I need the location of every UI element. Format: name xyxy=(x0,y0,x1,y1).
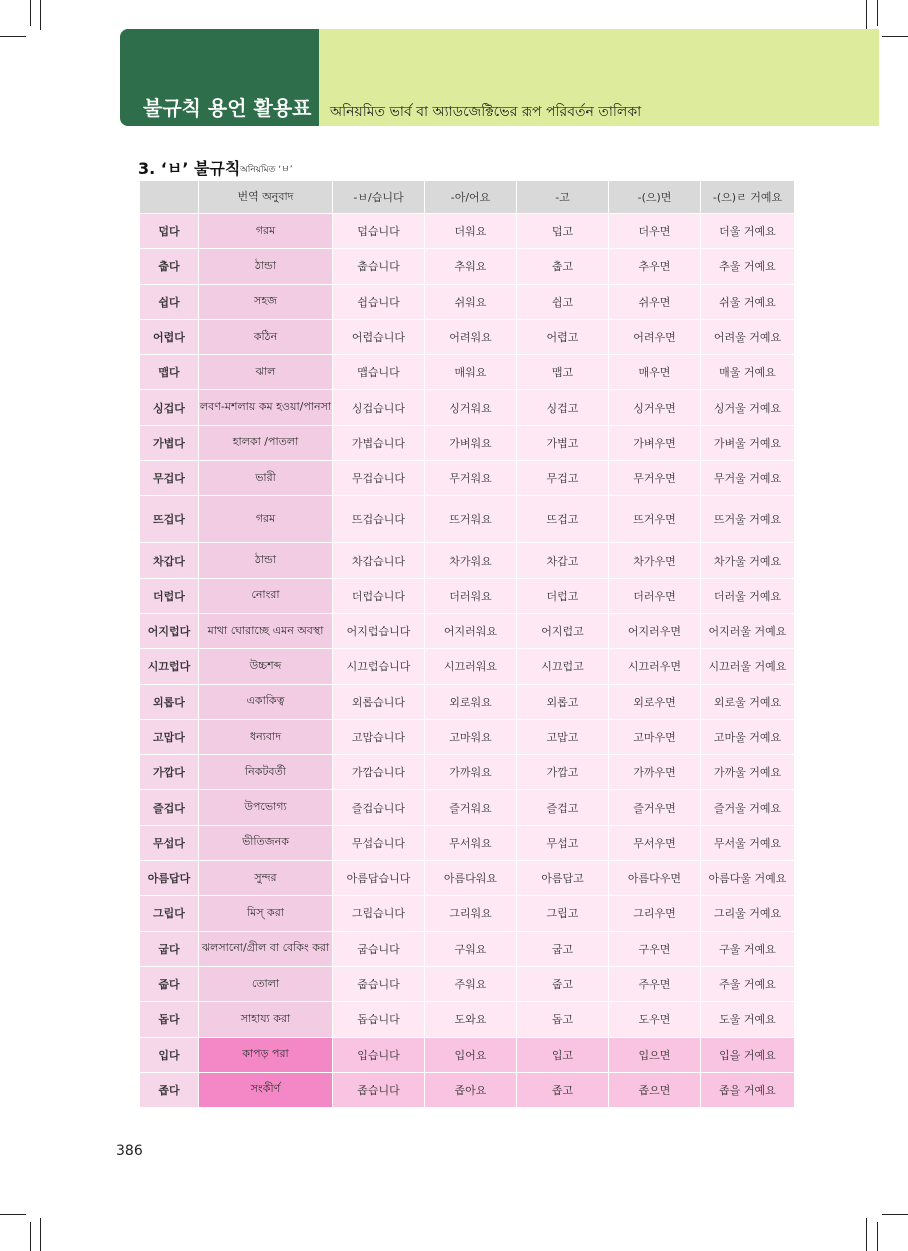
crop-mark xyxy=(40,0,41,30)
verb-cell: 고맙다 xyxy=(140,719,199,754)
table-row xyxy=(140,861,795,896)
crop-mark xyxy=(877,1222,878,1251)
conjugation-cell: 그리워요 xyxy=(425,896,517,931)
table-header-row xyxy=(140,181,795,214)
meaning-cell: ভারী xyxy=(199,461,333,496)
conjugation-cell: 춥습니다 xyxy=(333,249,425,284)
table-body xyxy=(140,214,795,1108)
conjugation-cell: 어지러울 거예요 xyxy=(701,613,795,648)
conjugation-cell: 매울 거예요 xyxy=(701,355,795,390)
conjugation-cell: 외롭습니다 xyxy=(333,684,425,719)
table-row xyxy=(140,578,795,613)
conjugation-cell: 무겁습니다 xyxy=(333,461,425,496)
conjugation-cell: 무서우면 xyxy=(609,825,701,860)
section-subtitle: অনিয়মিত ‘ㅂ’ xyxy=(240,165,293,175)
conjugation-cell: 어려워요 xyxy=(425,319,517,354)
column-header: -고 xyxy=(517,181,609,214)
table-row xyxy=(140,249,795,284)
verb-cell: 가볍다 xyxy=(140,425,199,460)
verb-cell: 쉽다 xyxy=(140,284,199,319)
column-header xyxy=(140,181,199,214)
conjugation-cell: 무겁고 xyxy=(517,461,609,496)
conjugation-cell: 가까우면 xyxy=(609,755,701,790)
verb-cell: 어지럽다 xyxy=(140,613,199,648)
conjugation-cell: 가까울 거예요 xyxy=(701,755,795,790)
conjugation-cell: 무서울 거예요 xyxy=(701,825,795,860)
meaning-cell: নিকটবর্তী xyxy=(199,755,333,790)
conjugation-cell: 어렵습니다 xyxy=(333,319,425,354)
conjugation-cell: 맵고 xyxy=(517,355,609,390)
verb-cell: 즐겁다 xyxy=(140,790,199,825)
verb-cell: 싱겁다 xyxy=(140,390,199,425)
meaning-cell: ধন্যবাদ xyxy=(199,719,333,754)
conjugation-cell: 가깝고 xyxy=(517,755,609,790)
table-row xyxy=(140,719,795,754)
conjugation-cell: 주울 거예요 xyxy=(701,966,795,1001)
meaning-cell: সুন্দর xyxy=(199,861,333,896)
meaning-cell: ঝলসানো/গ্রীল বা বেকিং করা xyxy=(199,931,333,966)
conjugation-cell: 쉽습니다 xyxy=(333,284,425,319)
table-row xyxy=(140,461,795,496)
conjugation-cell: 입습니다 xyxy=(333,1037,425,1072)
conjugation-cell: 줍고 xyxy=(517,966,609,1001)
conjugation-cell: 외롭고 xyxy=(517,684,609,719)
conjugation-cell: 가볍고 xyxy=(517,425,609,460)
column-header: -ㅂ/습니다 xyxy=(333,181,425,214)
conjugation-cell: 줍습니다 xyxy=(333,966,425,1001)
table-row xyxy=(140,1072,795,1107)
crop-mark xyxy=(30,1222,31,1251)
conjugation-cell: 가벼워요 xyxy=(425,425,517,460)
conjugation-cell: 시끄럽고 xyxy=(517,649,609,684)
table-row xyxy=(140,825,795,860)
table-row xyxy=(140,1037,795,1072)
crop-mark xyxy=(30,0,31,26)
conjugation-cell: 좁을 거예요 xyxy=(701,1072,795,1107)
conjugation-cell: 구우면 xyxy=(609,931,701,966)
verb-cell: 춥다 xyxy=(140,249,199,284)
conjugation-cell: 도와요 xyxy=(425,1002,517,1037)
conjugation-cell: 좁으면 xyxy=(609,1072,701,1107)
conjugation-cell: 뜨겁고 xyxy=(517,496,609,543)
conjugation-cell: 더울 거예요 xyxy=(701,214,795,249)
verb-cell: 가깝다 xyxy=(140,755,199,790)
conjugation-table xyxy=(139,180,795,1108)
conjugation-cell: 그립고 xyxy=(517,896,609,931)
conjugation-cell: 쉬우면 xyxy=(609,284,701,319)
conjugation-cell: 아름다우면 xyxy=(609,861,701,896)
verb-cell: 뜨겁다 xyxy=(140,496,199,543)
page-number: 386 xyxy=(116,1143,143,1159)
conjugation-cell: 고마워요 xyxy=(425,719,517,754)
table-row xyxy=(140,790,795,825)
conjugation-cell: 어렵고 xyxy=(517,319,609,354)
table-row xyxy=(140,1002,795,1037)
table-row xyxy=(140,284,795,319)
conjugation-cell: 무거울 거예요 xyxy=(701,461,795,496)
section-title: 3. ‘ㅂ’ 불규칙 xyxy=(138,159,241,178)
conjugation-cell: 가까워요 xyxy=(425,755,517,790)
table-row xyxy=(140,496,795,543)
conjugation-cell: 더럽고 xyxy=(517,578,609,613)
crop-mark xyxy=(877,0,878,26)
conjugation-cell: 그립습니다 xyxy=(333,896,425,931)
conjugation-cell: 입을 거예요 xyxy=(701,1037,795,1072)
conjugation-cell: 외로우면 xyxy=(609,684,701,719)
verb-cell: 어렵다 xyxy=(140,319,199,354)
meaning-cell: ভীতিজনক xyxy=(199,825,333,860)
conjugation-cell: 무거우면 xyxy=(609,461,701,496)
conjugation-cell: 즐거워요 xyxy=(425,790,517,825)
conjugation-cell: 도우면 xyxy=(609,1002,701,1037)
verb-cell: 차갑다 xyxy=(140,543,199,578)
conjugation-cell: 시끄러우면 xyxy=(609,649,701,684)
column-header: -(으)면 xyxy=(609,181,701,214)
conjugation-cell: 싱거우면 xyxy=(609,390,701,425)
verb-cell: 입다 xyxy=(140,1037,199,1072)
conjugation-cell: 아름답습니다 xyxy=(333,861,425,896)
conjugation-cell: 무섭습니다 xyxy=(333,825,425,860)
conjugation-cell: 고마우면 xyxy=(609,719,701,754)
conjugation-cell: 차갑고 xyxy=(517,543,609,578)
conjugation-cell: 뜨거워요 xyxy=(425,496,517,543)
conjugation-cell: 좁습니다 xyxy=(333,1072,425,1107)
verb-cell: 무겁다 xyxy=(140,461,199,496)
conjugation-cell: 춥고 xyxy=(517,249,609,284)
conjugation-cell: 더러워요 xyxy=(425,578,517,613)
conjugation-cell: 뜨겁습니다 xyxy=(333,496,425,543)
conjugation-cell: 추우면 xyxy=(609,249,701,284)
meaning-cell: ঠান্ডা xyxy=(199,249,333,284)
verb-cell: 아름답다 xyxy=(140,861,199,896)
conjugation-cell: 입어요 xyxy=(425,1037,517,1072)
conjugation-cell: 즐겁고 xyxy=(517,790,609,825)
conjugation-cell: 더럽습니다 xyxy=(333,578,425,613)
meaning-cell: উপভোগ্য xyxy=(199,790,333,825)
conjugation-cell: 시끄러워요 xyxy=(425,649,517,684)
conjugation-cell: 무거워요 xyxy=(425,461,517,496)
crop-mark xyxy=(882,36,908,37)
table-row xyxy=(140,755,795,790)
table-row xyxy=(140,966,795,1001)
meaning-cell: সাহায্য করা xyxy=(199,1002,333,1037)
verb-cell: 그립다 xyxy=(140,896,199,931)
crop-mark xyxy=(0,1214,26,1215)
conjugation-cell: 고마울 거예요 xyxy=(701,719,795,754)
crop-mark xyxy=(40,1218,41,1251)
conjugation-cell: 차가워요 xyxy=(425,543,517,578)
conjugation-cell: 쉽고 xyxy=(517,284,609,319)
table-row xyxy=(140,613,795,648)
conjugation-cell: 그리우면 xyxy=(609,896,701,931)
conjugation-cell: 도울 거예요 xyxy=(701,1002,795,1037)
conjugation-cell: 덥고 xyxy=(517,214,609,249)
table-row xyxy=(140,543,795,578)
table-row xyxy=(140,649,795,684)
table-row xyxy=(140,355,795,390)
conjugation-cell: 외로울 거예요 xyxy=(701,684,795,719)
meaning-cell: হালকা /পাতলা xyxy=(199,425,333,460)
conjugation-cell: 추워요 xyxy=(425,249,517,284)
conjugation-cell: 아름다워요 xyxy=(425,861,517,896)
conjugation-cell: 아름다울 거예요 xyxy=(701,861,795,896)
conjugation-cell: 고맙고 xyxy=(517,719,609,754)
conjugation-cell: 주워요 xyxy=(425,966,517,1001)
crop-mark xyxy=(0,36,26,37)
meaning-cell: নোংরা xyxy=(199,578,333,613)
conjugation-cell: 어려울 거예요 xyxy=(701,319,795,354)
conjugation-cell: 굽고 xyxy=(517,931,609,966)
meaning-cell: ঠান্ডা xyxy=(199,543,333,578)
conjugation-cell: 더러우면 xyxy=(609,578,701,613)
verb-cell: 굽다 xyxy=(140,931,199,966)
page-subtitle: অনিয়মিত ভার্ব বা অ্যাডজেক্টিভের রূপ পরিবর্তন তালিকা xyxy=(330,104,642,120)
conjugation-cell: 추울 거예요 xyxy=(701,249,795,284)
crop-mark xyxy=(882,1214,908,1215)
meaning-cell: একাকিত্ব xyxy=(199,684,333,719)
meaning-cell: মিস্ করা xyxy=(199,896,333,931)
table-row xyxy=(140,425,795,460)
page-title: 불규칙 용언 활용표 xyxy=(143,96,312,120)
meaning-cell: উচ্চশব্দ xyxy=(199,649,333,684)
column-header: -(으)ㄹ 거예요 xyxy=(701,181,795,214)
conjugation-cell: 굽습니다 xyxy=(333,931,425,966)
conjugation-cell: 즐겁습니다 xyxy=(333,790,425,825)
table-row xyxy=(140,319,795,354)
conjugation-cell: 어지럽습니다 xyxy=(333,613,425,648)
conjugation-cell: 덥습니다 xyxy=(333,214,425,249)
table-row xyxy=(140,214,795,249)
verb-cell: 무섭다 xyxy=(140,825,199,860)
meaning-cell: সহজ xyxy=(199,284,333,319)
verb-cell: 더럽다 xyxy=(140,578,199,613)
conjugation-cell: 가볍습니다 xyxy=(333,425,425,460)
conjugation-cell: 더러울 거예요 xyxy=(701,578,795,613)
conjugation-cell: 돕고 xyxy=(517,1002,609,1037)
conjugation-cell: 구워요 xyxy=(425,931,517,966)
conjugation-cell: 매워요 xyxy=(425,355,517,390)
conjugation-cell: 싱겁고 xyxy=(517,390,609,425)
conjugation-cell: 돕습니다 xyxy=(333,1002,425,1037)
crop-mark xyxy=(866,0,867,30)
conjugation-cell: 싱겁습니다 xyxy=(333,390,425,425)
conjugation-cell: 무서워요 xyxy=(425,825,517,860)
conjugation-cell: 뜨거울 거예요 xyxy=(701,496,795,543)
verb-cell: 좁다 xyxy=(140,1072,199,1107)
conjugation-cell: 아름답고 xyxy=(517,861,609,896)
conjugation-cell: 외로워요 xyxy=(425,684,517,719)
conjugation-cell: 좁고 xyxy=(517,1072,609,1107)
meaning-cell: কাপড় পরা xyxy=(199,1037,333,1072)
conjugation-cell: 어지러우면 xyxy=(609,613,701,648)
verb-cell: 맵다 xyxy=(140,355,199,390)
conjugation-cell: 구울 거예요 xyxy=(701,931,795,966)
conjugation-cell: 입고 xyxy=(517,1037,609,1072)
conjugation-cell: 차가우면 xyxy=(609,543,701,578)
conjugation-cell: 시끄러울 거예요 xyxy=(701,649,795,684)
conjugation-cell: 어지럽고 xyxy=(517,613,609,648)
meaning-cell: মাথা ঘোরাচ্ছে এমন অবস্থা xyxy=(199,613,333,648)
conjugation-cell: 맵습니다 xyxy=(333,355,425,390)
column-header: -아/어요 xyxy=(425,181,517,214)
conjugation-cell: 그리울 거예요 xyxy=(701,896,795,931)
meaning-cell: গরম xyxy=(199,214,333,249)
conjugation-cell: 즐거울 거예요 xyxy=(701,790,795,825)
verb-cell: 돕다 xyxy=(140,1002,199,1037)
conjugation-cell: 어려우면 xyxy=(609,319,701,354)
conjugation-cell: 즐거우면 xyxy=(609,790,701,825)
conjugation-cell: 차가울 거예요 xyxy=(701,543,795,578)
conjugation-cell: 시끄럽습니다 xyxy=(333,649,425,684)
conjugation-cell: 주우면 xyxy=(609,966,701,1001)
conjugation-cell: 입으면 xyxy=(609,1037,701,1072)
meaning-cell: তোলা xyxy=(199,966,333,1001)
conjugation-cell: 가깝습니다 xyxy=(333,755,425,790)
meaning-cell: কঠিন xyxy=(199,319,333,354)
conjugation-cell: 더워요 xyxy=(425,214,517,249)
conjugation-cell: 더우면 xyxy=(609,214,701,249)
verb-cell: 시끄럽다 xyxy=(140,649,199,684)
conjugation-cell: 차갑습니다 xyxy=(333,543,425,578)
conjugation-cell: 싱거워요 xyxy=(425,390,517,425)
table-row xyxy=(140,896,795,931)
conjugation-cell: 매우면 xyxy=(609,355,701,390)
meaning-cell: সংকীর্ণ xyxy=(199,1072,333,1107)
meaning-cell: গরম xyxy=(199,496,333,543)
conjugation-cell: 쉬울 거예요 xyxy=(701,284,795,319)
column-header: 번역 অনুবাদ xyxy=(199,181,333,214)
table-row xyxy=(140,931,795,966)
conjugation-cell: 좁아요 xyxy=(425,1072,517,1107)
conjugation-cell: 쉬워요 xyxy=(425,284,517,319)
verb-cell: 외롭다 xyxy=(140,684,199,719)
conjugation-cell: 가벼우면 xyxy=(609,425,701,460)
conjugation-cell: 뜨거우면 xyxy=(609,496,701,543)
verb-cell: 줍다 xyxy=(140,966,199,1001)
meaning-cell: লবণ-মশলায় কম হওয়া/পানসা xyxy=(199,390,333,425)
meaning-cell: ঝাল xyxy=(199,355,333,390)
verb-cell: 덥다 xyxy=(140,214,199,249)
conjugation-cell: 어지러워요 xyxy=(425,613,517,648)
conjugation-cell: 가벼울 거예요 xyxy=(701,425,795,460)
conjugation-cell: 고맙습니다 xyxy=(333,719,425,754)
conjugation-cell: 무섭고 xyxy=(517,825,609,860)
table-row xyxy=(140,390,795,425)
crop-mark xyxy=(866,1218,867,1251)
conjugation-cell: 싱거울 거예요 xyxy=(701,390,795,425)
table-row xyxy=(140,684,795,719)
